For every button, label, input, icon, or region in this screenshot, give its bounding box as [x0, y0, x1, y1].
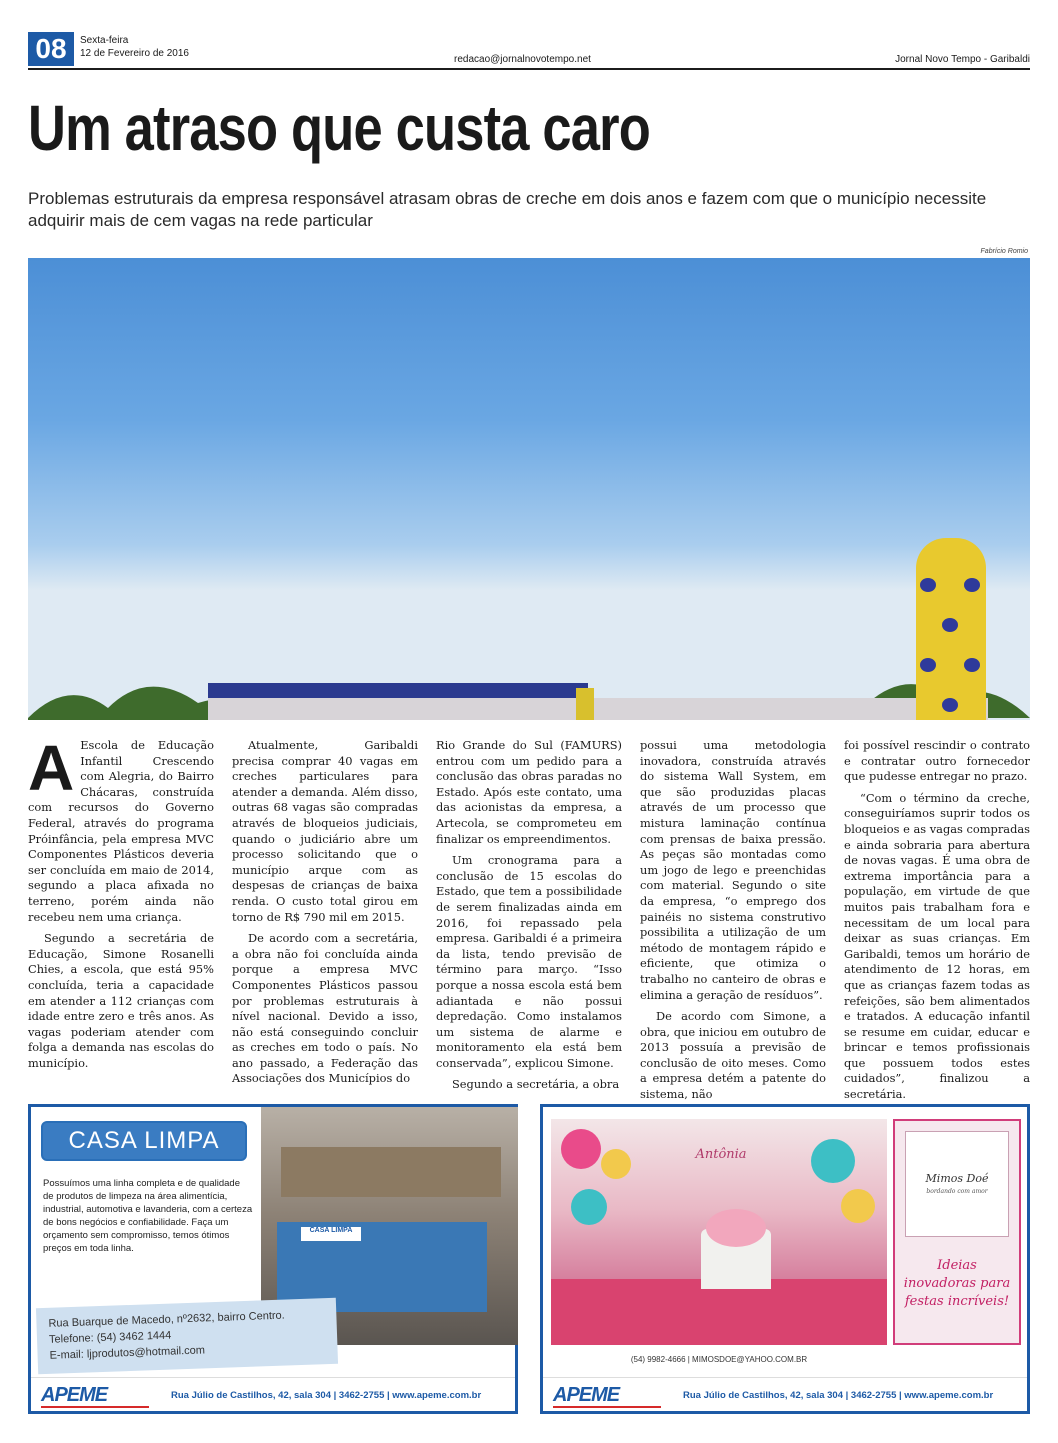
paragraph: Atualmente, Garibaldi precisa comprar 40 vagas em creches particulares para atender a demanda. Além disso, outras 68 vagas são compradas através de bloqueios judiciais, quando o judiciário abre um processo solicitando que o município arque com as despesas de crianças de baixa renda. O custo total girou em torno de R$ 790 mil em 2015. — [232, 738, 418, 924]
issue-date — [80, 34, 189, 60]
paragraph: Rio Grande do Sul (FAMURS) entrou com um pedido para a conclusão das obras paradas no Estado. Após este contato, uma das acionistas da empresa, a Artecola, se comprometeu em finalizar os empreendimentos. — [436, 738, 622, 846]
banner-name: Antônia — [695, 1147, 747, 1162]
apeme-underline — [41, 1406, 149, 1408]
weekday: Sexta-feira — [80, 35, 129, 46]
column-5 — [844, 738, 1031, 1102]
apeme-logo: APEME — [41, 1384, 108, 1406]
page-number: 08 — [28, 32, 74, 66]
paragraph — [28, 732, 214, 925]
paragraph: De acordo com Simone, a obra, que iniciou em outubro de 2013 possuía a previsão de conclusão de oito meses. Como a empresa detém a patente do sistema, não — [640, 1009, 826, 1102]
tower-window — [920, 578, 936, 592]
paragraph: Um cronograma para a conclusão de 15 escolas do Estado, que tem a possibilidade de serem finalizadas ainda em 2016, foi repassado pela empresa. Garibaldi é a primeira da lista, tendo previsão de término para março. “Isso porque a nossa escola está bem adiantada e não possui depredação. Como instalamos um sistema de alarme e monitoramento ela está bem conservada”, explicou Simone. — [436, 853, 622, 1070]
column-3 — [436, 738, 622, 1092]
newsroom-email[interactable]: redacao@jornalnovotempo.net — [454, 54, 591, 65]
dropcap: A — [28, 732, 75, 804]
casa-limpa-ad[interactable] — [28, 1104, 518, 1414]
subheadline: Problemas estruturais da empresa responsável atrasam obras de creche em dois anos e fazem com que o município necessite adquirir mais de cem vagas na rede particular — [28, 189, 987, 230]
article-body — [28, 732, 1031, 1102]
water-tower — [916, 538, 986, 720]
ad-footer — [31, 1377, 515, 1411]
page-header — [28, 30, 1030, 70]
apeme-underline — [553, 1406, 661, 1408]
column-2 — [232, 738, 418, 1092]
ad-description: Possuímos uma linha completa e de qualidade de produtos de limpeza na área alimentícia, industrial, automotiva e lavanderia, com a certeza de bons negócios e confiabilidade. Faça um orçamento sem compromisso, temos ótimos preços em toda linha. — [43, 1178, 253, 1254]
tower-window — [942, 618, 958, 632]
rose-bouquet — [706, 1209, 766, 1247]
column-4 — [640, 738, 826, 1102]
paragraph: possui uma metodologia inovadora, construída através do sistema Wall System, em que são produzidas placas através de um processo que mistura laminação contínua com prensas de baixa pressão. As peças são montadas como um jogo de lego e preenchidas com material. Segundo o site da empresa, “o emprego dos painéis no sistema construtivo possibilita a utilização de um método de montagem rápido e eficiente, que otimiza o trabalho no canteiro de obras e elimina a geração de resíduos”. — [640, 738, 826, 1002]
ad-contact[interactable]: (54) 9982-4666 | MIMOSDOE@YAHOO.COM.BR — [630, 1355, 808, 1364]
store-balcony — [281, 1147, 501, 1197]
apeme-address[interactable]: Rua Júlio de Castilhos, 42, sala 304 | 3462-2755 | www.apeme.com.br — [171, 1390, 482, 1401]
ad-email[interactable]: E-mail: ljprodutos@hotmail.com — [49, 1344, 206, 1362]
tower-window — [964, 658, 980, 672]
mimos-doe-logo — [905, 1131, 1009, 1237]
photo-credit: Fabrício Romio — [980, 248, 1028, 255]
paper-flower — [561, 1129, 601, 1169]
paragraph: foi possível rescindir o contrato e contratar outro fornecedor que pudesse entregar no prazo. — [844, 738, 1030, 784]
paragraph-text: Escola de Educação Infantil Crescendo com Alegria, do Bairro Chácaras, construída com recursos do Governo Federal, através do programa Próinfância, pela empresa MVC Componentes Plásticos deveria ser concluída em maio de 2014, segundo a placa afixada no terreno, porém ainda não recebeu nem uma criança. — [28, 738, 214, 924]
paper-flower — [811, 1139, 855, 1183]
paragraph: De acordo com a secretária, a obra não foi concluída ainda porque a empresa MVC Componentes Plásticos passou por problemas estruturais à nível nacional. Devido a isso, não está conseguindo concluir as creches em todo o país. No ano passado, a Federação das Associações dos Municípios do — [232, 931, 418, 1086]
ad-address: Rua Buarque de Macedo, nº2632, bairro Centro. — [48, 1309, 285, 1330]
apeme-logo: APEME — [553, 1384, 620, 1406]
brand-slogan: Ideias inovadoras para festas incríveis! — [903, 1258, 1011, 1309]
store-sign: CASA LIMPA — [301, 1227, 361, 1241]
school-building — [208, 698, 988, 720]
headline: Um atraso que custa caro — [28, 92, 650, 164]
tower-window — [920, 658, 936, 672]
tower-window — [942, 698, 958, 712]
article-photo — [28, 258, 1030, 720]
ad-footer — [543, 1377, 1027, 1411]
party-photo — [551, 1119, 887, 1345]
yellow-pillar — [576, 688, 594, 720]
paper-flower — [601, 1149, 631, 1179]
date: 12 de Fevereiro de 2016 — [80, 48, 189, 59]
brand-name: Mimos Doé — [925, 1172, 989, 1185]
ad-contact-box — [36, 1298, 338, 1374]
paper-flower — [841, 1189, 875, 1223]
brand-tagline: bordando com amor — [926, 1188, 988, 1195]
column-1 — [28, 732, 214, 1092]
paper-flower — [571, 1189, 607, 1225]
paragraph: Segundo a secretária de Educação, Simone Rosanelli Chies, a escola, que está 95% concluída, teria a capacidade em atender a 112 crianças com idade entre zero e três anos. As vagas poderiam atender com folga a demanda nas escolas do município. — [28, 931, 214, 1070]
mimos-doe-ad[interactable] — [540, 1104, 1030, 1414]
apeme-address[interactable]: Rua Júlio de Castilhos, 42, sala 304 | 3462-2755 | www.apeme.com.br — [683, 1390, 994, 1401]
ad-phone[interactable]: Telefone: (54) 3462 1444 — [48, 1329, 172, 1346]
tower-window — [964, 578, 980, 592]
paragraph: “Com o término da creche, conseguiríamos suprir todos os bloqueios e as vagas compradas e ainda sobraria para abertura de novas vagas. É uma obra de extrema importância para a população, em virtude de que muitos pais trabalham fora e necessitam de um local para deixar as suas crianças. Em Garibaldi, temos um horário de atendimento de 12 horas, em que as crianças fazem todas as refeições, são bem alimentados e tratados. A educação infantil se resume em cuidar, educar e brincar e temos profissionais que possuem todos estes cuidados”, finalizou a secretária. — [844, 790, 1031, 1102]
mimos-doe-panel — [893, 1119, 1021, 1345]
casa-limpa-logo: CASA LIMPA — [41, 1121, 247, 1161]
newspaper-name: Jornal Novo Tempo - Garibaldi — [895, 54, 1030, 65]
paragraph: Segundo a secretária, a obra — [452, 1077, 620, 1092]
